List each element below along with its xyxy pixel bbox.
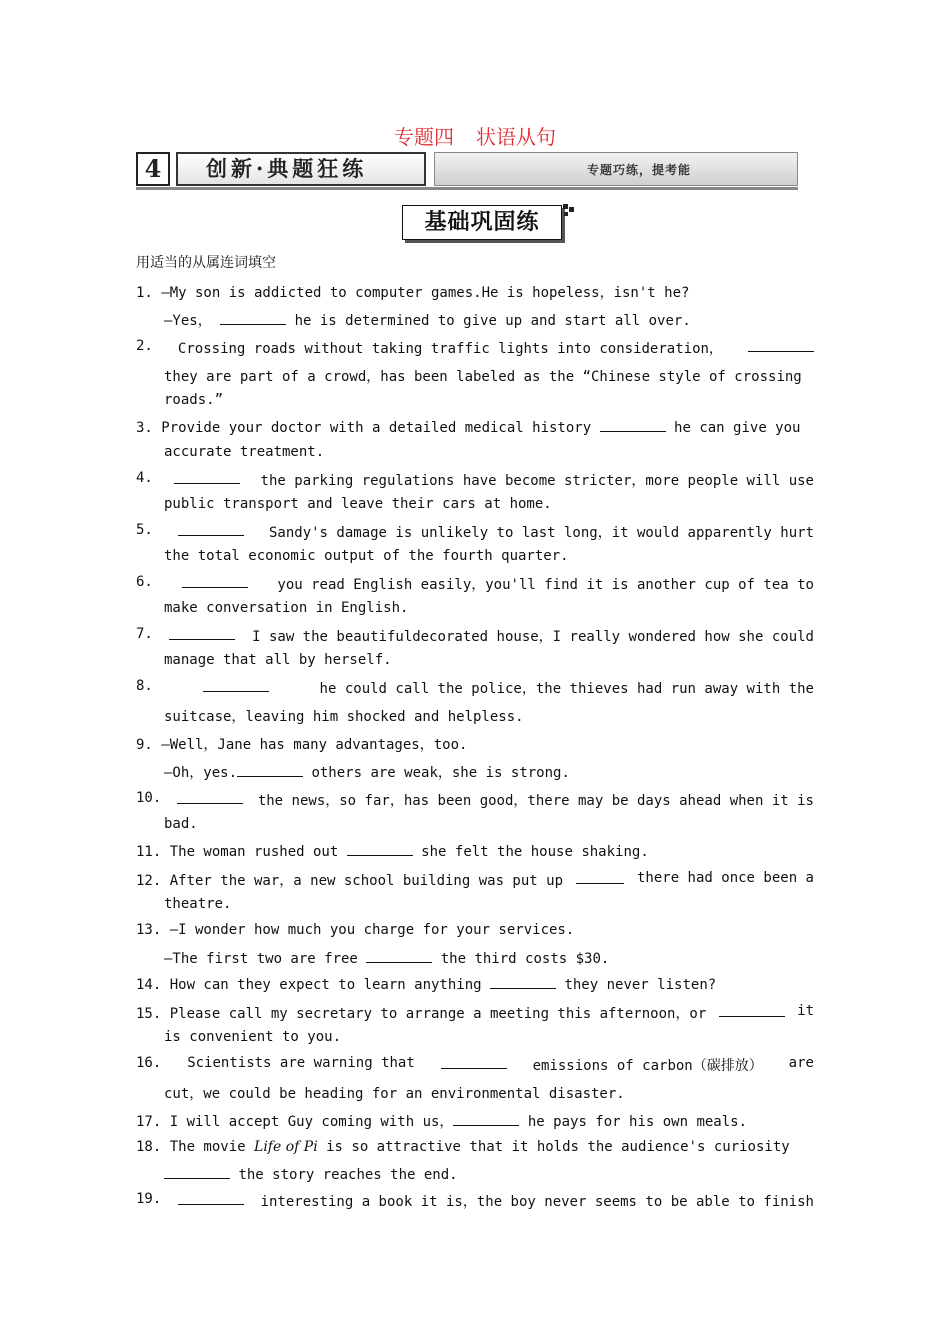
question-16-line-2: cut，we could be heading for an environmental disaster. bbox=[164, 1086, 625, 1102]
banner-left-title: 创新·典题狂练 bbox=[176, 152, 426, 186]
answer-blank[interactable] bbox=[490, 975, 556, 989]
banner-number: 4 bbox=[136, 152, 170, 186]
question-3-line-2: accurate treatment. bbox=[164, 444, 325, 460]
answer-blank[interactable] bbox=[169, 626, 235, 640]
answer-blank[interactable] bbox=[441, 1055, 507, 1069]
question-16-line-1: 16. Scientists are warning that emissions of carbon（碳排放） are bbox=[136, 1055, 814, 1074]
question-13-line-2: —The first two are free the third costs $30. bbox=[164, 951, 610, 967]
question-12-line-1: 12. After the war，a new school building was put up there had once been a bbox=[136, 870, 814, 889]
answer-blank[interactable] bbox=[177, 790, 243, 804]
question-7-line-1: 7. I saw the beautifuldecorated house，I really wondered how she could bbox=[136, 626, 814, 645]
question-8-line-2: suitcase，leaving him shocked and helpless. bbox=[164, 709, 524, 725]
question-10-line-2: bad. bbox=[164, 816, 198, 832]
question-10-line-1: 10. the news，so far，has been good，there may be days ahead when it is bbox=[136, 790, 814, 809]
question-2-line-3: roads.” bbox=[164, 392, 224, 408]
answer-blank[interactable] bbox=[453, 1112, 519, 1126]
question-2-line-1: 2. Crossing roads without taking traffic lights into consideration， bbox=[136, 338, 814, 358]
question-5-line-2: the total economic output of the fourth quarter. bbox=[164, 548, 569, 564]
question-4-line-2: public transport and leave their cars at home. bbox=[164, 496, 552, 512]
answer-blank[interactable] bbox=[347, 842, 413, 856]
question-17: 17. I will accept Guy coming with us， he pays for his own meals. bbox=[136, 1114, 748, 1130]
banner-divider bbox=[136, 187, 798, 190]
question-2-line-2: they are part of a crowd，has been labeled as the “Chinese style of crossing bbox=[164, 369, 802, 385]
question-13-line-1: 13. —I wonder how much you charge for your services. bbox=[136, 922, 575, 938]
title-part1: 专题四 bbox=[394, 125, 454, 149]
question-9-line-2: —Oh，yes. others are weak，she is strong. bbox=[164, 765, 570, 781]
corner-deco-icon bbox=[563, 204, 577, 218]
section-banner bbox=[136, 152, 798, 190]
answer-blank[interactable] bbox=[220, 311, 286, 325]
question-18-line-1: 18. The movie Life of Pi is so attractive that it holds the audience's curiosity bbox=[136, 1139, 790, 1155]
title-part2: 状语从句 bbox=[476, 125, 556, 149]
answer-blank[interactable] bbox=[748, 338, 814, 352]
question-15-line-1: 15. Please call my secretary to arrange a meeting this afternoon，or it bbox=[136, 1003, 814, 1022]
question-18-line-2: the story reaches the end. bbox=[164, 1165, 814, 1183]
answer-blank[interactable] bbox=[576, 870, 624, 884]
question-3-line-1: 3. Provide your doctor with a detailed medical history he can give you bbox=[136, 420, 801, 436]
question-14: 14. How can they expect to learn anything they never listen? bbox=[136, 977, 717, 993]
section-heading: 基础巩固练 bbox=[402, 205, 562, 240]
question-4-line-1: 4. the parking regulations have become stricter，more people will use bbox=[136, 470, 814, 489]
page-title bbox=[0, 121, 950, 150]
instruction-text: 用适当的从属连词填空 bbox=[136, 255, 276, 271]
movie-title: Life of Pi bbox=[254, 1139, 318, 1155]
question-6-line-1: 6. you read English easily，you'll find it is another cup of tea to bbox=[136, 574, 814, 593]
answer-blank[interactable] bbox=[719, 1003, 785, 1017]
question-9-line-1: 9. —Well，Jane has many advantages，too. bbox=[136, 737, 468, 753]
question-5-line-1: 5. Sandy's damage is unlikely to last long，it would apparently hurt bbox=[136, 522, 814, 541]
answer-blank[interactable] bbox=[237, 763, 303, 777]
question-11: 11. The woman rushed out she felt the house shaking. bbox=[136, 844, 649, 860]
question-1-line-2: —Yes， he is determined to give up and start all over. bbox=[164, 313, 691, 329]
question-6-line-2: make conversation in English. bbox=[164, 600, 409, 616]
question-8-line-1: 8. he could call the police，the thieves had run away with the bbox=[136, 678, 814, 697]
question-12-line-2: theatre. bbox=[164, 896, 232, 912]
question-15-line-2: is convenient to you. bbox=[164, 1029, 342, 1045]
answer-blank[interactable] bbox=[178, 1191, 244, 1205]
question-1-line-1: 1. —My son is addicted to computer games.He is hopeless，isn't he? bbox=[136, 285, 690, 301]
answer-blank[interactable] bbox=[164, 1165, 230, 1179]
question-19-line-1: 19. interesting a book it is，the boy never seems to be able to finish bbox=[136, 1191, 814, 1210]
question-7-line-2: manage that all by herself. bbox=[164, 652, 392, 668]
answer-blank[interactable] bbox=[203, 678, 269, 692]
answer-blank[interactable] bbox=[178, 522, 244, 536]
answer-blank[interactable] bbox=[174, 470, 240, 484]
answer-blank[interactable] bbox=[600, 418, 666, 432]
answer-blank[interactable] bbox=[366, 949, 432, 963]
answer-blank[interactable] bbox=[182, 574, 248, 588]
banner-right-subtitle: 专题巧练，提考能 bbox=[434, 152, 798, 186]
